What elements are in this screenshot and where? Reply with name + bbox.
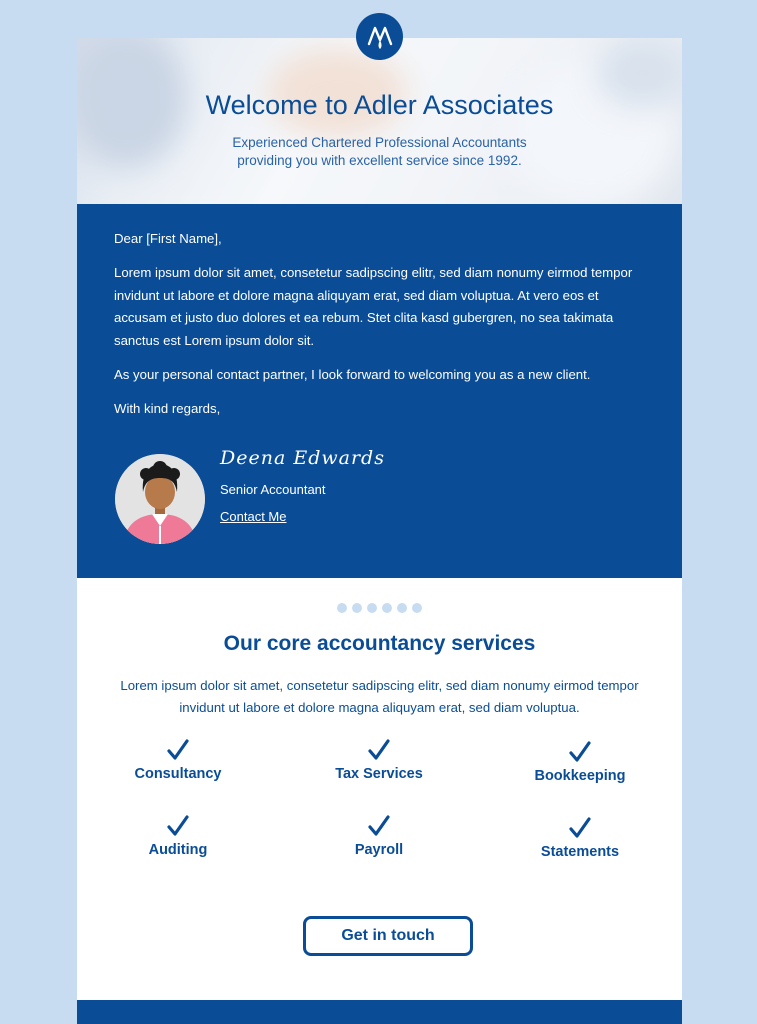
service-label: Auditing	[148, 842, 208, 858]
dot	[412, 603, 422, 613]
check-icon	[568, 816, 592, 840]
check-icon	[166, 814, 190, 838]
company-logo-icon[interactable]	[356, 13, 403, 60]
letter-paragraph: Lorem ipsum dolor sit amet, consetetur sadipscing elitr, sed diam nonumy eirmod tempor invidunt ut labore et dolore magna aliquyam erat, sed diam voluptua. At vero eos et accusam et justo duo dolores et ea rebum. Stet clita kasd gubergren, no sea takimata sanctus est Lorem ipsum dolor sit.	[114, 265, 633, 348]
signature: Deena Edwards	[220, 447, 385, 469]
footer-bar	[77, 1000, 682, 1024]
signatory-role: Senior Accountant	[220, 482, 326, 497]
service-item	[289, 738, 469, 782]
service-label: Tax Services	[335, 766, 423, 782]
service-item	[289, 814, 469, 858]
service-item	[490, 740, 670, 784]
letter-section	[77, 204, 682, 578]
divider-dots	[77, 603, 682, 613]
email-container	[77, 0, 682, 1024]
dot	[337, 603, 347, 613]
service-label: Bookkeeping	[534, 768, 626, 784]
logo-mark-icon	[365, 22, 395, 52]
hero-subtitle	[77, 134, 682, 170]
dot	[367, 603, 377, 613]
check-icon	[367, 738, 391, 762]
get-in-touch-button[interactable]: Get in touch	[303, 916, 473, 956]
dot	[352, 603, 362, 613]
hero-title: Welcome to Adler Associates	[205, 90, 554, 120]
letter-paragraph: As your personal contact partner, I look forward to welcoming you as a new client.	[114, 367, 591, 382]
service-label: Payroll	[354, 842, 404, 858]
dot	[397, 603, 407, 613]
service-label: Consultancy	[134, 766, 222, 782]
services-section	[77, 578, 682, 1000]
contact-me-link[interactable]: Contact Me	[220, 509, 287, 524]
service-item	[88, 738, 268, 782]
services-title: Our core accountancy services	[223, 632, 536, 655]
avatar	[115, 454, 205, 544]
hero-subtitle-line: providing you with excellent service since 1992.	[237, 153, 522, 168]
check-icon	[166, 738, 190, 762]
hero-overlay	[77, 38, 682, 204]
services-intro: Lorem ipsum dolor sit amet, consetetur sadipscing elitr, sed diam nonumy eirmod tempor invidunt ut labore et dolore magna aliquyam erat, sed diam voluptua.	[120, 678, 639, 715]
closing: With kind regards,	[114, 401, 221, 416]
hero-subtitle-line: Experienced Chartered Professional Accountants	[232, 135, 527, 150]
service-item	[490, 816, 670, 860]
check-icon	[568, 740, 592, 764]
person-illustration-icon	[115, 454, 205, 544]
greeting: Dear [First Name],	[114, 231, 222, 246]
service-label: Statements	[540, 844, 620, 860]
dot	[382, 603, 392, 613]
check-icon	[367, 814, 391, 838]
service-item	[88, 814, 268, 858]
hero-banner	[77, 38, 682, 204]
